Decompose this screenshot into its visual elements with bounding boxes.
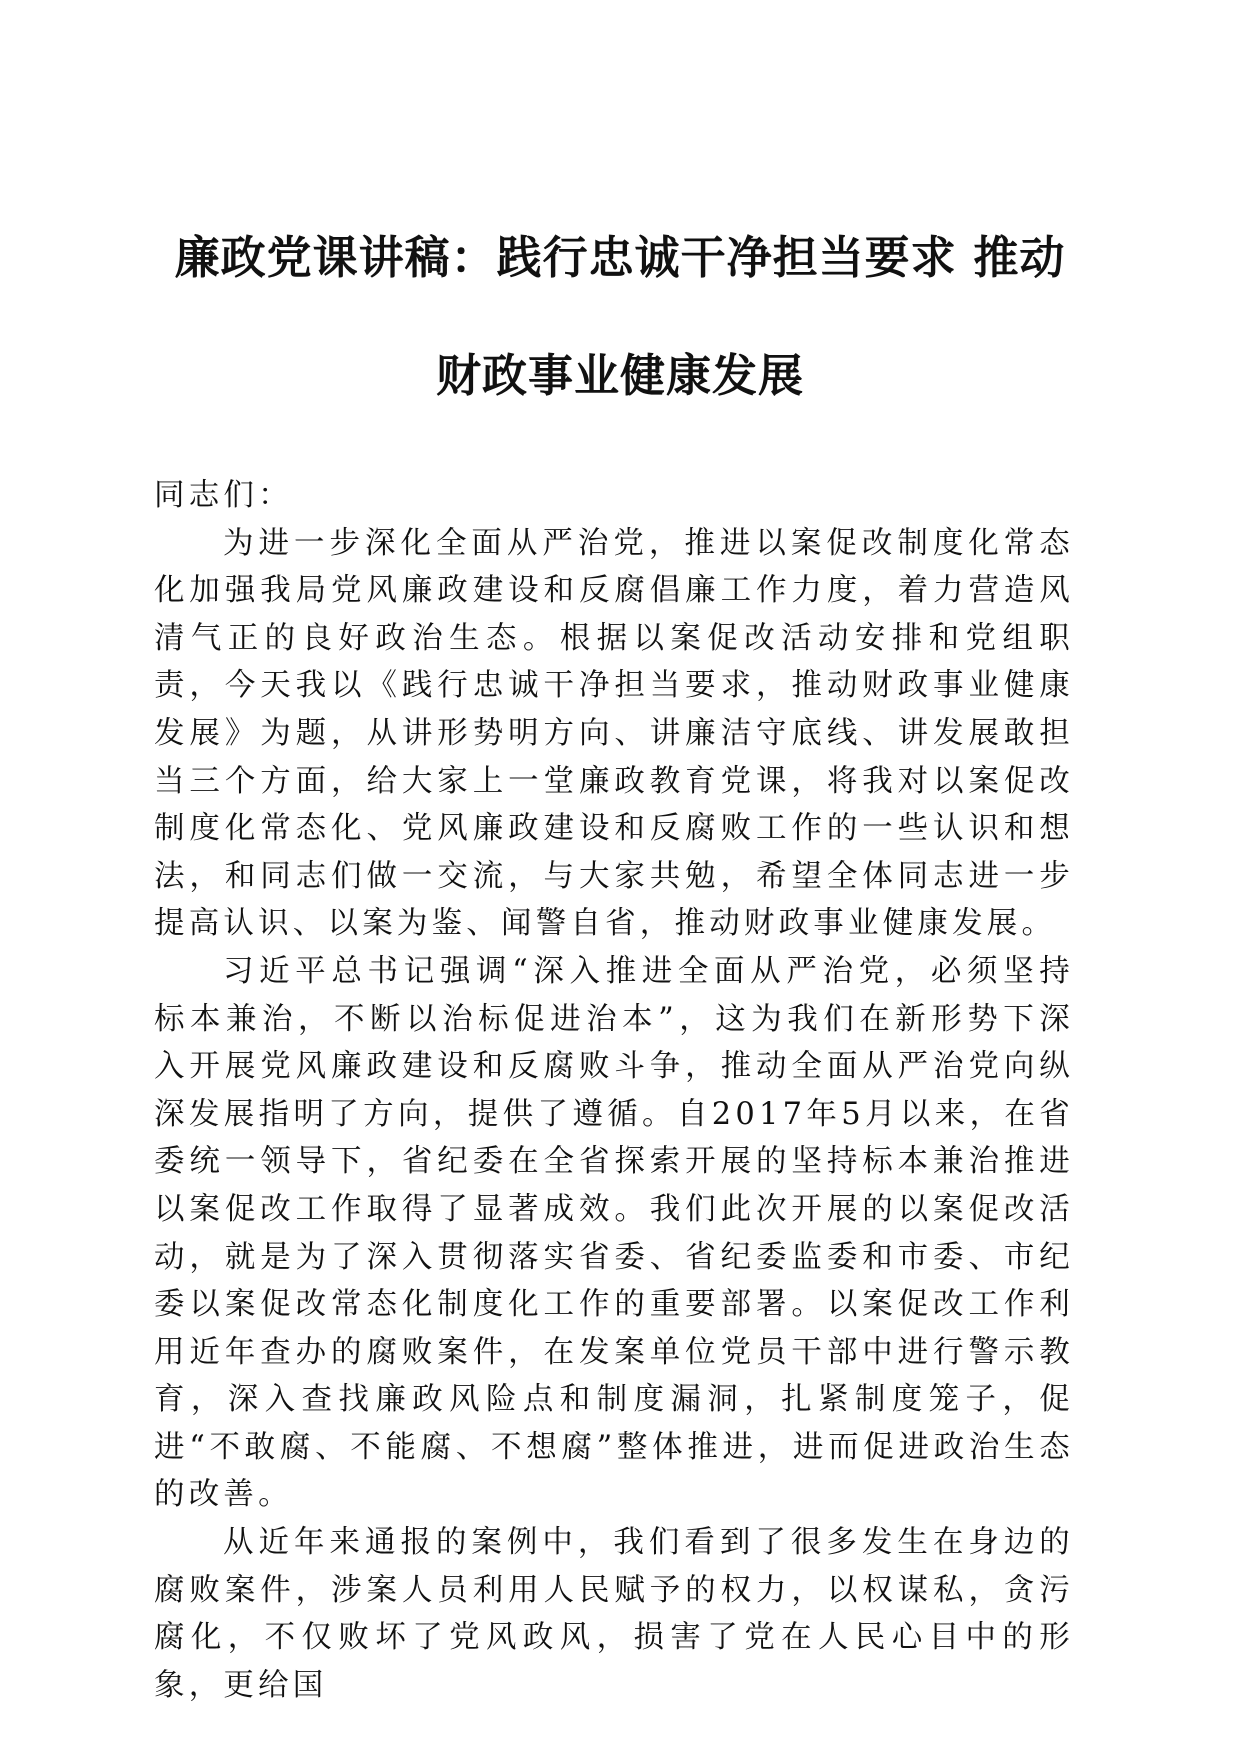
greeting: 同志们： bbox=[154, 478, 293, 513]
document-body bbox=[154, 472, 1074, 1709]
document-title-line-1: 廉政党课讲稿：践行忠诚干净担当要求 推动 bbox=[174, 231, 1066, 284]
paragraph-1: 为进一步深化全面从严治党，推进以案促改制度化常态化加强我局党风廉政建设和反腐倡廉工作力度，着力营造风清气正的良好政治生态。根据以案促改活动安排和党组职责，今天我以《践行忠诚干净担当要求，推动财政事业健康发展》为题，从讲形势明方向、讲廉洁守底线、讲发展敢担当三个方面，给大家上一堂廉政教育党课，将我对以案促改制度化常态化、党风廉政建设和反腐败工作的一些认识和想法，和同志们做一交流，与大家共勉，希望全体同志进一步提高认识、以案为鉴、闻警自省，推动财政事业健康发展。 bbox=[154, 525, 1074, 942]
document-title-line-2: 财政事业健康发展 bbox=[435, 349, 804, 402]
paragraph-3: 从近年来通报的案例中，我们看到了很多发生在身边的腐败案件，涉案人员利用人民赋予的权力，以权谋私，贪污腐化，不仅败坏了党风政风，损害了党在人民心目中的形象，更给国 bbox=[154, 1525, 1074, 1703]
paragraph-2: 习近平总书记强调“深入推进全面从严治党，必须坚持标本兼治，不断以治标促进治本”，这为我们在新形势下深入开展党风廉政建设和反腐败斗争，推动全面从严治党向纵深发展指明了方向，提供了遵循。自2017年5月以来，在省委统一领导下，省纪委在全省探索开展的坚持标本兼治推进以案促改工作取得了显著成效。我们此次开展的以案促改活动，就是为了深入贯彻落实省委、省纪委监委和市委、市纪委以案促改常态化制度化工作的重要部署。以案促改工作利用近年查办的腐败案件，在发案单位党员干部中进行警示教育，深入查找廉政风险点和制度漏洞，扎紧制度笼子，促进“不敢腐、不能腐、不想腐”整体推进，进而促进政治生态的改善。 bbox=[154, 953, 1074, 1513]
